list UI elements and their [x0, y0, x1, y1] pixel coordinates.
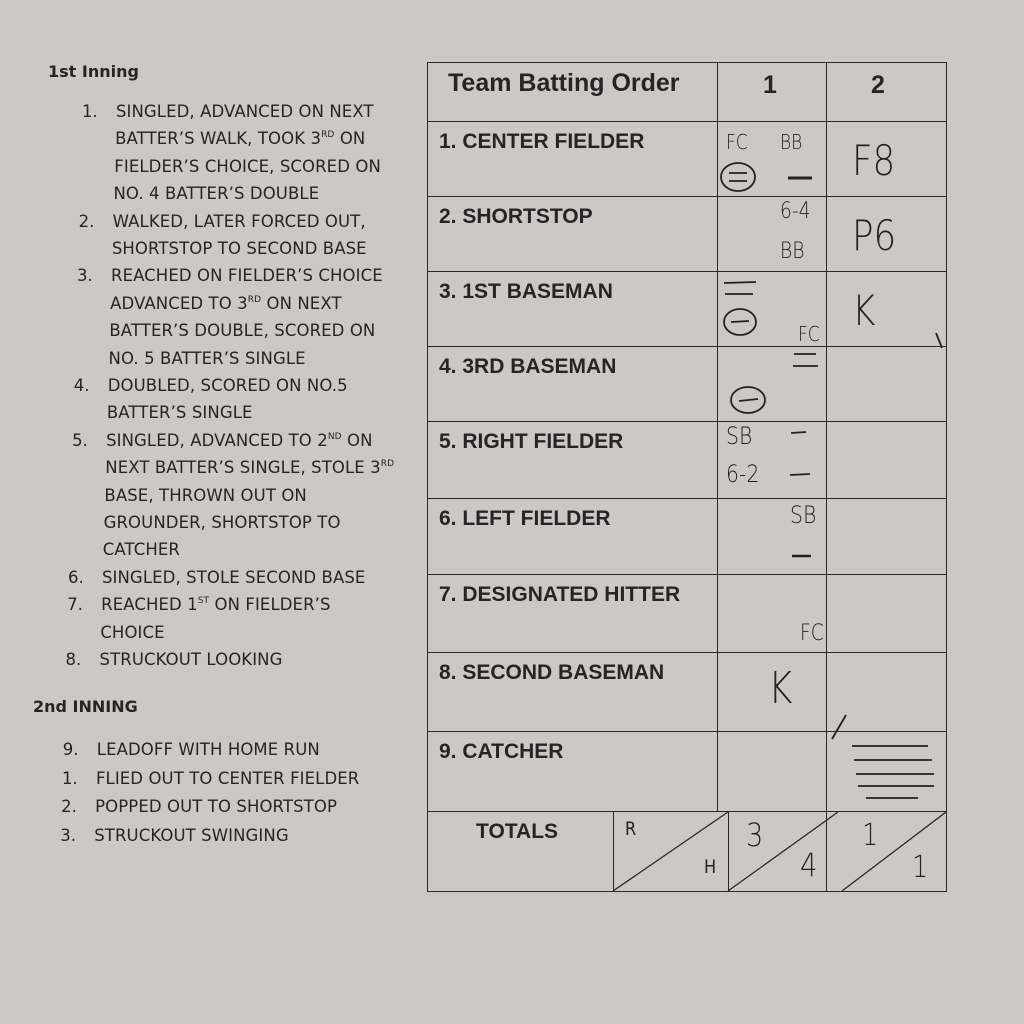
header-batting-order: Team Batting Order: [448, 69, 680, 97]
list-item-text: GROUNDER, SHORTSTOP TO: [103, 513, 341, 532]
inning2-heading: 2nd INNING: [33, 697, 138, 716]
batter-label: 8. SECOND BASEMAN: [439, 661, 665, 684]
inning1-notation: SB: [726, 422, 753, 450]
batter-label: 1. CENTER FIELDER: [439, 130, 645, 153]
batter-label: 7. DESIGNATED HITTER: [439, 583, 681, 606]
list-item-text: REACHED 1ST ON FIELDER’S: [101, 595, 331, 615]
dash-icon: [790, 474, 810, 475]
inning1-notation: SB: [790, 501, 817, 529]
batter-label: 6. LEFT FIELDER: [439, 507, 611, 530]
inning2-hits: 1: [912, 850, 929, 885]
list-item-text: SINGLED, STOLE SECOND BASE: [101, 567, 366, 587]
list-item-number: 2.: [61, 797, 77, 817]
list-item-number: 1.: [61, 768, 78, 788]
list-item-number: 8.: [65, 650, 82, 669]
list-item-text: BATTER’S DOUBLE, SCORED ON: [109, 321, 376, 341]
list-item-text: WALKED, LATER FORCED OUT,: [112, 211, 366, 231]
batter-label: 4. 3RD BASEMAN: [439, 355, 617, 378]
inning-end-slash-icon: [832, 715, 846, 739]
inning1-notation: FC: [798, 322, 820, 346]
list-item-text: CATCHER: [102, 540, 180, 560]
circled-run-icon: [724, 309, 756, 335]
list-item-text: STRUCKOUT SWINGING: [94, 825, 289, 845]
inning2-notation: P6: [852, 211, 897, 260]
list-item-text: FLIED OUT TO CENTER FIELDER: [95, 768, 360, 788]
list-item-text: SINGLED, ADVANCED ON NEXT: [115, 102, 374, 121]
double-line-icon: [793, 354, 818, 366]
list-item-text: STRUCKOUT LOOKING: [99, 650, 283, 669]
list-item-text: REACHED ON FIELDER’S CHOICE: [111, 266, 383, 286]
inning1-notation: FC: [800, 621, 824, 646]
list-item-number: 3.: [60, 825, 76, 845]
batter-label: 2. SHORTSTOP: [439, 205, 593, 228]
circled-run-icon: [721, 163, 755, 191]
list-item-text: NEXT BATTER’S SINGLE, STOLE 3RD: [105, 458, 395, 478]
list-item-text: BASE, THROWN OUT ON: [104, 485, 307, 505]
header-inning-2: 2: [871, 71, 885, 99]
list-item-text: BATTER’S SINGLE: [106, 403, 253, 423]
inning2-notation: F8: [852, 136, 896, 185]
list-item-text: POPPED OUT TO SHORTSTOP: [95, 797, 337, 817]
list-item-text: NO. 4 BATTER’S DOUBLE: [113, 184, 320, 204]
inning1-notation: BB: [780, 130, 803, 154]
inning1-notation: FC: [726, 130, 748, 154]
list-item-number: 6.: [67, 567, 84, 587]
inning1-runs: 3: [746, 816, 764, 854]
runs-label: R: [625, 818, 637, 840]
home-run-lines-icon: [852, 746, 934, 798]
scorecard-table: [427, 62, 947, 892]
list-item-number: 9.: [62, 740, 79, 759]
list-item-text: SINGLED, ADVANCED TO 2ND ON: [106, 430, 373, 450]
inning1-notation: K: [768, 663, 793, 714]
list-item-number: 5.: [72, 430, 88, 450]
inning1-notation: 6-4: [780, 199, 811, 224]
header-inning-1: 1: [763, 71, 777, 99]
inning1-heading: 1st Inning: [48, 62, 139, 81]
circled-run-icon: [731, 387, 765, 413]
batter-label: 3. 1ST BASEMAN: [439, 280, 613, 303]
inning-end-slash-icon: [936, 333, 942, 348]
inning2-runs: 1: [862, 818, 879, 853]
inning2-notation: K: [852, 286, 876, 335]
inning1-notation: 6-2: [726, 460, 760, 488]
list-item-number: 7.: [67, 595, 83, 615]
list-item-number: 1.: [81, 102, 98, 121]
double-line-icon: [724, 282, 756, 294]
dash-icon: [791, 432, 806, 433]
totals-label: TOTALS: [476, 820, 559, 843]
list-item-text: SHORTSTOP TO SECOND BASE: [111, 239, 367, 258]
list-item-number: 4.: [73, 376, 90, 395]
batter-label: 9. CATCHER: [439, 740, 564, 763]
list-item-text: NO. 5 BATTER’S SINGLE: [108, 348, 306, 368]
list-item-text: CHOICE: [100, 622, 165, 642]
list-item-text: FIELDER’S CHOICE, SCORED ON: [114, 156, 381, 176]
inning1-notation: BB: [780, 239, 805, 264]
hand-drawn-marks: [428, 63, 946, 891]
list-item-text: BATTER’S WALK, TOOK 3RD ON: [115, 129, 366, 149]
list-item-number: 3.: [77, 266, 93, 286]
inning1-hits: 4: [800, 846, 818, 884]
list-item-text: DOUBLED, SCORED ON NO.5: [107, 376, 348, 395]
list-item-text: LEADOFF WITH HOME RUN: [96, 740, 320, 759]
batter-label: 5. RIGHT FIELDER: [439, 430, 624, 453]
list-item-text: ADVANCED TO 3RD ON NEXT: [110, 293, 342, 313]
list-item-number: 2.: [78, 211, 95, 231]
hits-label: H: [704, 856, 717, 878]
